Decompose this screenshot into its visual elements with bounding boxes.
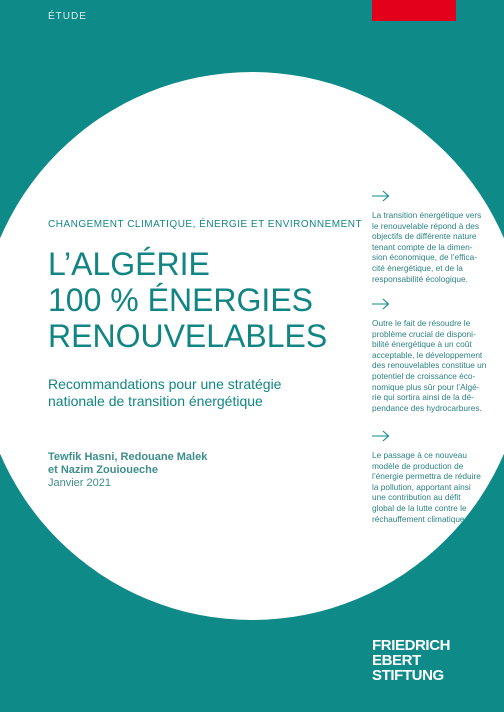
summary-line: rie qui sortira ainsi de la dé- (372, 392, 474, 403)
summary-line: Outre le fait de résoudre le (372, 318, 471, 328)
summary-line: réchauffement climatique. (372, 513, 467, 524)
summary-line: nomique plus sûr pour l’Algé- (372, 381, 480, 392)
logo-line: STIFTUNG (372, 667, 444, 684)
summary-line: responsabilité écologique. (372, 273, 468, 284)
publication-date: Janvier 2021 (48, 477, 111, 489)
summary-point (372, 190, 484, 284)
summary-line: le renouvelable répond à des (372, 220, 480, 231)
summary-line: la pollution, apportant ainsi (372, 481, 471, 492)
summary-line: l’énergie permettra de réduire (372, 471, 481, 482)
arrow-right-icon (372, 298, 390, 310)
summary-line: global de la lutte contre le (372, 502, 467, 513)
subtitle-line: Recommandations pour une stratégie (48, 376, 282, 392)
summary-line: sion économique, de l’effica- (372, 252, 478, 263)
title-line: 100 % ÉNERGIES (48, 282, 313, 318)
summary-line: problème crucial de disponi- (372, 328, 476, 339)
summary-line: bilité énergétique à un coût (372, 339, 472, 350)
summary-line: cité énergétique, et de la (372, 262, 463, 273)
summary-line: tenant compte de la dimen- (372, 241, 473, 252)
summary-point (372, 430, 484, 524)
summary-line: Le passage à ce nouveau (372, 450, 468, 460)
summary-line: La transition énergétique vers (372, 210, 482, 220)
summary-point-text (372, 450, 484, 524)
cover-title (48, 246, 327, 354)
summary-line: potentiel de croissance éco- (372, 370, 476, 381)
summary-line: acceptable, le développement (372, 349, 483, 360)
authors (48, 451, 207, 477)
summary-point (372, 298, 487, 413)
topic-overline: CHANGEMENT CLIMATIQUE, ÉNERGIE ET ENVIRONNEMENT (48, 219, 363, 230)
summary-line: des renouvelables constitue un (372, 360, 487, 371)
title-line: RENOUVELABLES (48, 318, 328, 354)
document-type: ÉTUDE (48, 11, 87, 22)
arrow-right-icon (372, 430, 390, 442)
logo-line: EBERT (372, 652, 421, 669)
author-line: et Nazim Zouioueche (48, 464, 159, 476)
summary-point-text (372, 318, 487, 413)
fes-logo (372, 638, 450, 683)
summary-line: modèle de production de (372, 460, 464, 471)
title-line: L’ALGÉRIE (48, 246, 210, 282)
summary-line: objectifs de différente nature (372, 231, 477, 242)
summary-point-text (372, 210, 484, 284)
logo-line: FRIEDRICH (372, 637, 451, 654)
arrow-right-icon (372, 190, 390, 202)
cover-subtitle (48, 376, 281, 410)
summary-line: une contribution au défit (372, 492, 461, 503)
author-line: Tewfik Hasni, Redouane Malek (48, 451, 208, 463)
summary-line: pendance des hydrocarbures. (372, 402, 482, 413)
red-accent-bar (372, 0, 456, 21)
subtitle-line: nationale de transition énergétique (48, 393, 263, 409)
